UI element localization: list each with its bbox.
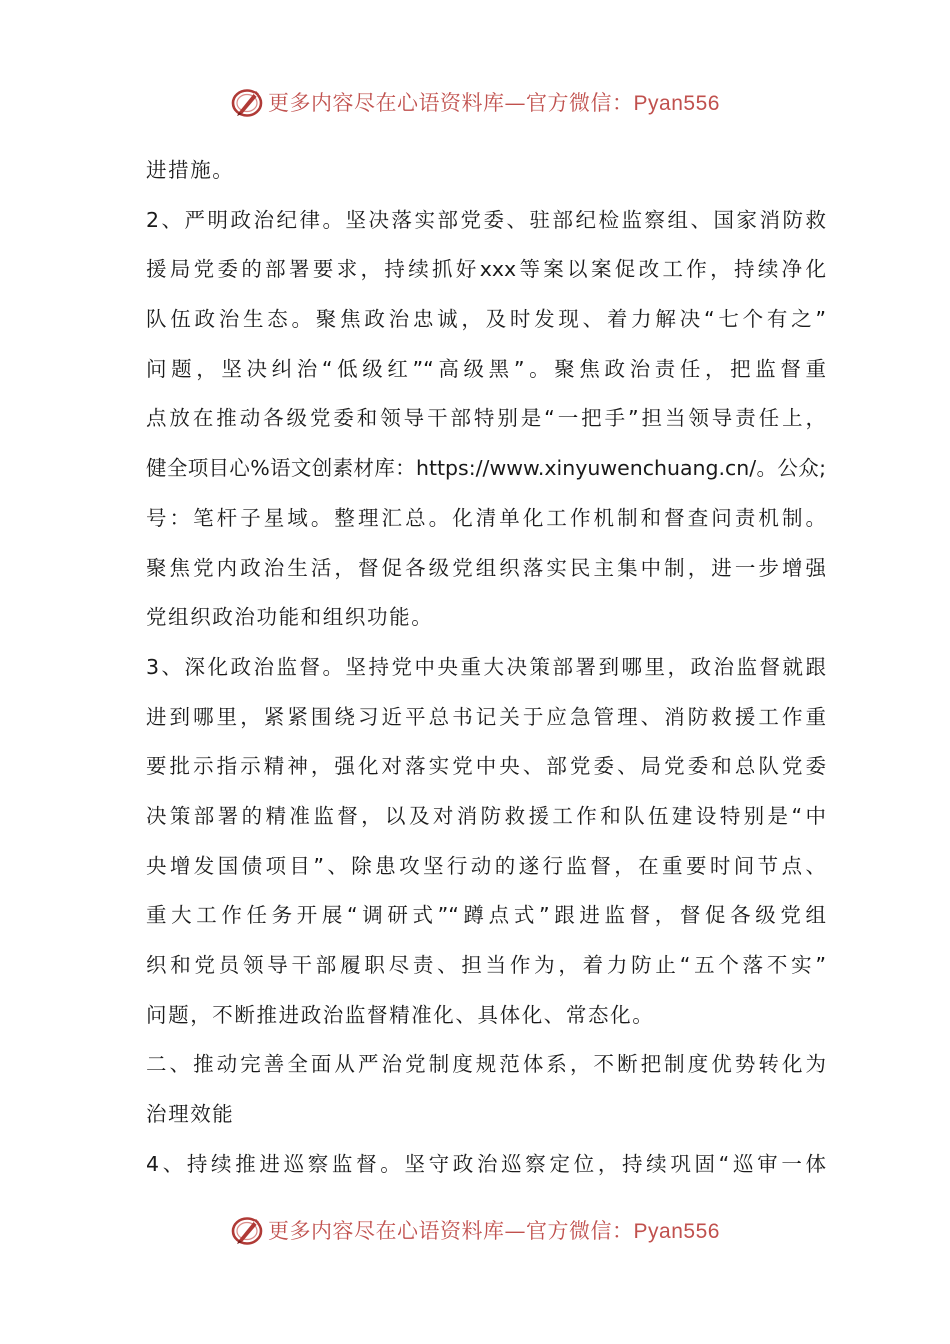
- text-line: 问题，坚决纠治“低级红”“高级黑”。聚焦政治责任，把监督重: [146, 356, 826, 381]
- text-line: 队伍政治生态。聚焦政治忠诚，及时发现、着力解决“七个有之”: [146, 307, 826, 332]
- banner-wechat-id: Pyan556: [633, 1220, 720, 1243]
- text-line: 问题，不断推进政治监督精准化、具体化、常态化。: [146, 1002, 655, 1027]
- text-line: 决策部署的精准监督，以及对消防救援工作和队伍建设特别是“中: [146, 803, 826, 828]
- text-line: 4、持续推进巡察监督。坚守政治巡察定位，持续巩固“巡审一体: [146, 1151, 826, 1176]
- text-line: 织和党员领导干部履职尽责、担当作为，着力防止“五个落不实”: [146, 953, 826, 977]
- text-line: 3、深化政治监督。坚持党中央重大决策部署到哪里，政治监督就跟: [146, 654, 826, 679]
- footer-banner: [0, 1210, 950, 1250]
- heading-line: 治理效能: [146, 1102, 235, 1127]
- text-line: 重大工作任务开展“调研式”“蹲点式”跟进监督，督促各级党组: [146, 903, 826, 928]
- text-line: 健全项目心%语文创素材库：https://www.xinyuwenchuang.cn/。公众;: [146, 456, 826, 481]
- pen-logo-icon: [230, 1213, 264, 1247]
- text-line: 援局党委的部署要求，持续抓好xxx等案以案促改工作，持续净化: [146, 257, 826, 282]
- banner-wechat-id: Pyan556: [633, 92, 720, 115]
- text-line: 进到哪里，紧紧围绕习近平总书记关于应急管理、消防救援工作重: [146, 704, 826, 729]
- header-banner: [0, 82, 950, 122]
- pen-logo-icon: [230, 85, 264, 119]
- text-line: 进措施。: [146, 158, 235, 182]
- document-body: [146, 150, 826, 1193]
- heading-line: 二、推动完善全面从严治党制度规范体系，不断把制度优势转化为: [146, 1052, 826, 1077]
- text-line: 央增发国债项目”、除患攻坚行动的遂行监督，在重要时间节点、: [146, 853, 826, 878]
- text-line: 号：笔杆子星域。整理汇总。化清单化工作机制和督查问责机制。: [146, 505, 826, 530]
- text-line: 党组织政治功能和组织功能。: [146, 605, 434, 630]
- text-line: 要批示指示精神，强化对落实党中央、部党委、局党委和总队党委: [146, 754, 826, 779]
- text-line: 2、严明政治纪律。坚决落实部党委、驻部纪检监察组、国家消防救: [146, 207, 826, 232]
- banner-text: 更多内容尽在心语资料库—官方微信：: [268, 1219, 634, 1243]
- banner-text: 更多内容尽在心语资料库—官方微信：: [268, 91, 634, 115]
- text-line: 聚焦党内政治生活，督促各级党组织落实民主集中制，进一步增强: [146, 555, 826, 580]
- text-line: 点放在推动各级党委和领导干部特别是“一把手”担当领导责任上，: [146, 406, 826, 431]
